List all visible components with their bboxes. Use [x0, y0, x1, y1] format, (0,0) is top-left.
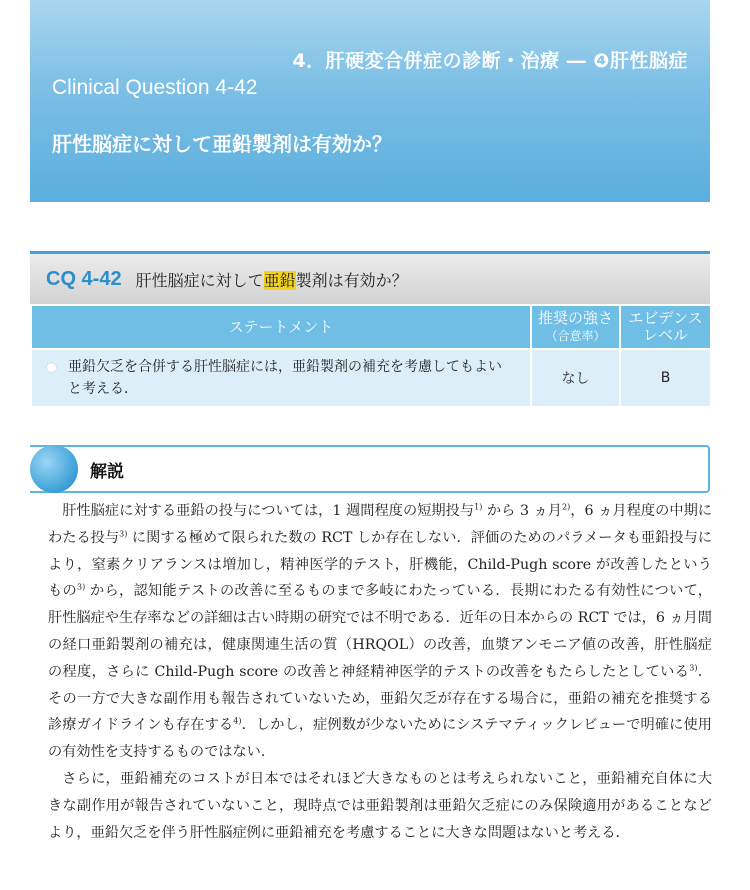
commentary-text-segment: に関する極めて限られた数の RCT しか存在しない．評価のためのパラメータも亜鉛投与により，窒素クリアランスは増加し，精神医学的テスト，肝機能，Child-Pugh score が改善したというもの	[48, 529, 712, 600]
cq-title-text: 肝性脳症に対して	[135, 270, 264, 290]
evidence-column-header	[620, 305, 711, 349]
strength-column-header	[531, 305, 620, 349]
commentary-text-segment: ，6 ヵ月程度の中期にわたる投与	[48, 503, 712, 546]
commentary-text-segment: から，認知能テストの改善に至るものまで多岐にわたっている．長期にわたる有効性について，肝性脳症や生存率などの詳細は古い時期の研究では不明である．近年の日本からの RCT では，6 ヵ月間の経口亜鉛製剤の補充は，健康関連生活の質（HRQOL）の改善，血漿アンモニア値の改善，肝性脳症の程度，さらに Child-Pugh score の改善と神経精神医学的テストの改善をもたらしたとしている	[48, 583, 712, 680]
commentary-body	[48, 498, 712, 846]
strength-header-label: 推奨の強さ	[537, 308, 613, 327]
table-row	[31, 349, 711, 407]
chapter-header-banner	[30, 0, 710, 202]
commentary-heading-bar	[30, 445, 710, 493]
evidence-cell: B	[620, 349, 711, 407]
citation-reference: 1)	[474, 502, 483, 512]
citation-reference: 3)	[77, 582, 86, 592]
commentary-text-segment: ．しかし，症例数が少ないためにシステマティックレビューで明確に使用の有効性を支持するものではない．	[48, 717, 712, 761]
commentary-paragraph-2: さらに，亜鉛補充のコストが日本ではそれほど大きなものとは考えられないこと，亜鉛補充自体に大きな副作用が報告されていないこと，現時点では亜鉛製剤は亜鉛欠乏症にのみ保険適用があることなどより，亜鉛欠乏を伴う肝性脳症例に亜鉛補充を考慮することに大きな問題はないと考える．	[48, 770, 712, 841]
clinical-question-label: Clinical Question 4-42	[52, 76, 258, 99]
commentary-heading: 解説	[90, 462, 124, 482]
highlighted-term: 亜鉛	[263, 270, 296, 290]
statement-table-header	[31, 305, 711, 349]
citation-reference: 3)	[119, 529, 128, 539]
commentary-paragraph-1	[48, 498, 712, 766]
statement-column-header: ステートメント	[31, 305, 531, 349]
statement-text: 亜鉛欠乏を合併する肝性脳症には，亜鉛製剤の補充を考慮してもよいと考える．	[68, 359, 502, 397]
cq-title-text: 製剤は有効か？	[295, 270, 408, 290]
bullet-icon	[46, 362, 57, 373]
cq-card-header	[30, 254, 710, 304]
citation-reference: 2)	[562, 502, 571, 512]
evidence-header-line2: レベル	[642, 326, 688, 344]
strength-header-sub: （合意率）	[545, 328, 606, 343]
citation-reference: 4)	[233, 716, 242, 726]
commentary-text-segment: 肝性脳症に対する亜鉛の投与については，1 週間程度の短期投与	[62, 503, 475, 519]
circle-icon	[30, 445, 78, 493]
chapter-title: 4．肝硬変合併症の診断・治療 ― ❹肝性脳症	[292, 50, 688, 72]
commentary-text-segment: から 3 ヵ月	[482, 503, 563, 519]
evidence-header-line1: エビデンス	[628, 309, 703, 327]
citation-reference: 3)	[689, 663, 698, 673]
commentary-text-segment: ．その一方で大きな副作用も報告されていないため，亜鉛欠乏が存在する場合に，亜鉛の補充を推奨する診療ガイドラインも存在する	[48, 663, 712, 734]
cq-card-title	[136, 268, 408, 291]
cq-summary-card	[30, 251, 710, 408]
statement-table	[30, 304, 712, 408]
cq-number: CQ 4-42	[46, 267, 122, 290]
clinical-question-title: 肝性脳症に対して亜鉛製剤は有効か？	[52, 132, 392, 156]
strength-cell: なし	[531, 349, 620, 407]
statement-cell	[31, 349, 531, 407]
